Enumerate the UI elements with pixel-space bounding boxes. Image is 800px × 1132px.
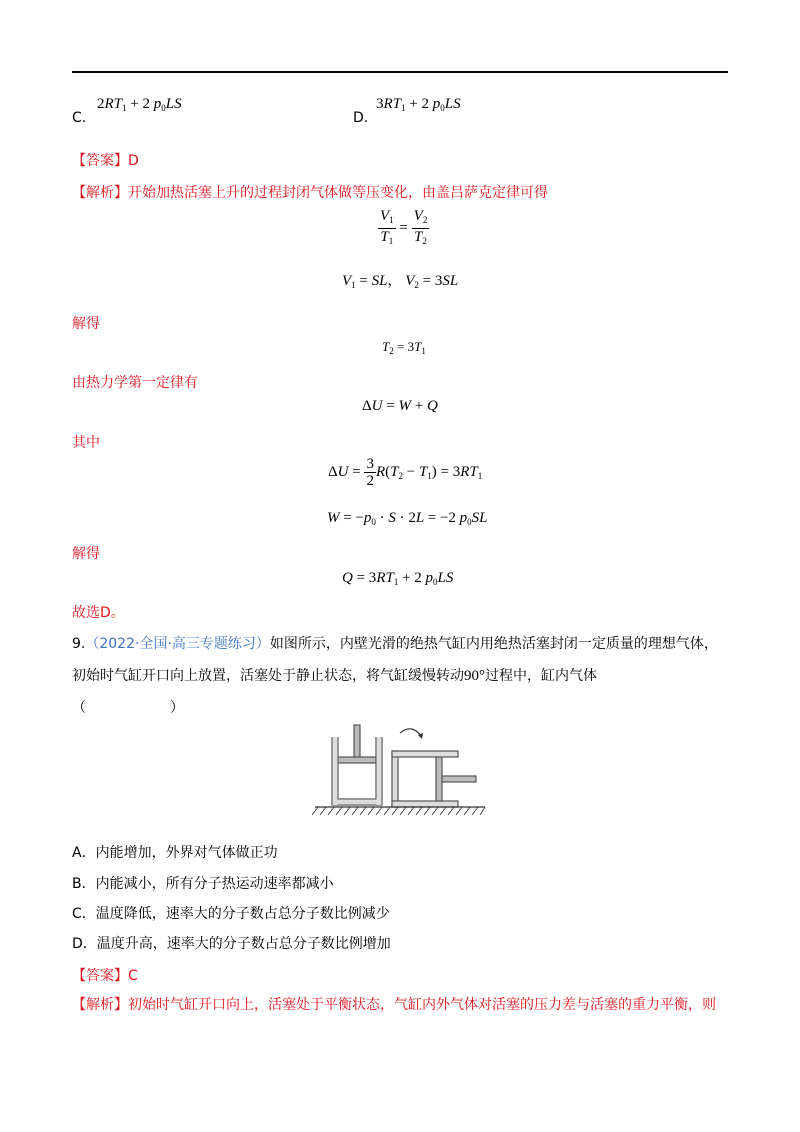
first-law-label: 由热力学第一定律有 [72,375,198,391]
analysis-2: 【解析】初始时气缸开口向上，活塞处于平衡状态，气缸内外气体对活塞的压力差与活塞的重力平衡，则 [72,997,716,1013]
option-b: B．内能减小，所有分子热运动速率都减小 [72,876,334,892]
rotated-piston-rod [442,776,476,782]
equation-volumes: $V_1$ = SL， $V_2 = 3SL$ [342,273,459,290]
question-source: （2022·全国·高三专题练习） [85,636,270,652]
equation-work: $W = -p_0 \cdot S \cdot 2L = -2$ $p_0SL$ [327,510,488,527]
answer-1: 【答案】D [72,153,139,169]
equation-first-law: ΔU = W + Q [362,398,438,414]
conclusion: 故选D。 [72,605,125,621]
question-9-line2: 初始时气缸开口向上放置，活塞处于静止状态，将气缸缓慢转动90°过程中，缸内气体 [72,668,597,684]
option-c-formula: $2RT_1 + 2$ $p_0LS$ [97,96,182,113]
solve-label-2: 解得 [72,546,100,562]
option-c-label: C. [72,110,87,126]
option-d-formula: $3RT_1 + 2$ $p_0LS$ [376,96,461,113]
question-9-line1: 9.（2022·全国·高三专题练习）如图所示，内壁光滑的绝热气缸内用绝热活塞封闭一定质量的理想气体， [72,636,718,652]
rotated-piston [436,757,442,801]
answer-2: 【答案】C [72,968,138,984]
where-label: 其中 [72,435,100,451]
option-a: A．内能增加，外界对气体做正功 [72,845,278,861]
upright-piston [338,757,376,763]
equation-t2: $T_2 = 3T_1$ [382,339,426,356]
rotated-cylinder-top-wall [392,751,458,757]
equation-delta-u: ΔU = $\frac{3}{2}$ $R(T_2 - T_1) = 3RT_1$ [328,456,483,489]
analysis-1-intro: 【解析】开始加热活塞上升的过程封闭气体做等压变化，由盖吕萨克定律可得 [72,185,548,201]
equation-q: $Q = 3RT_1 + 2$ $p_0LS$ [342,570,454,587]
question-9-blank: （ ） [72,700,184,716]
rotated-cylinder-lower-wall [392,801,458,807]
option-c: C．温度降低，速率大的分子数占总分子数比例减少 [72,906,390,922]
upright-piston-rod [354,725,360,757]
option-d: D．温度升高，速率大的分子数占总分子数比例增加 [72,936,391,952]
cylinder-rotation-diagram [310,715,490,820]
equation-gay-lussac: $\frac{V_1}{T_1}$ = $\frac{V_2}{T_2}$ [380,208,428,246]
header-rule [72,71,728,73]
rotated-cylinder-bottom-wall [392,751,398,807]
solve-label-1: 解得 [72,316,100,332]
rotation-arrow [400,729,422,737]
option-d-label: D. [353,110,369,126]
